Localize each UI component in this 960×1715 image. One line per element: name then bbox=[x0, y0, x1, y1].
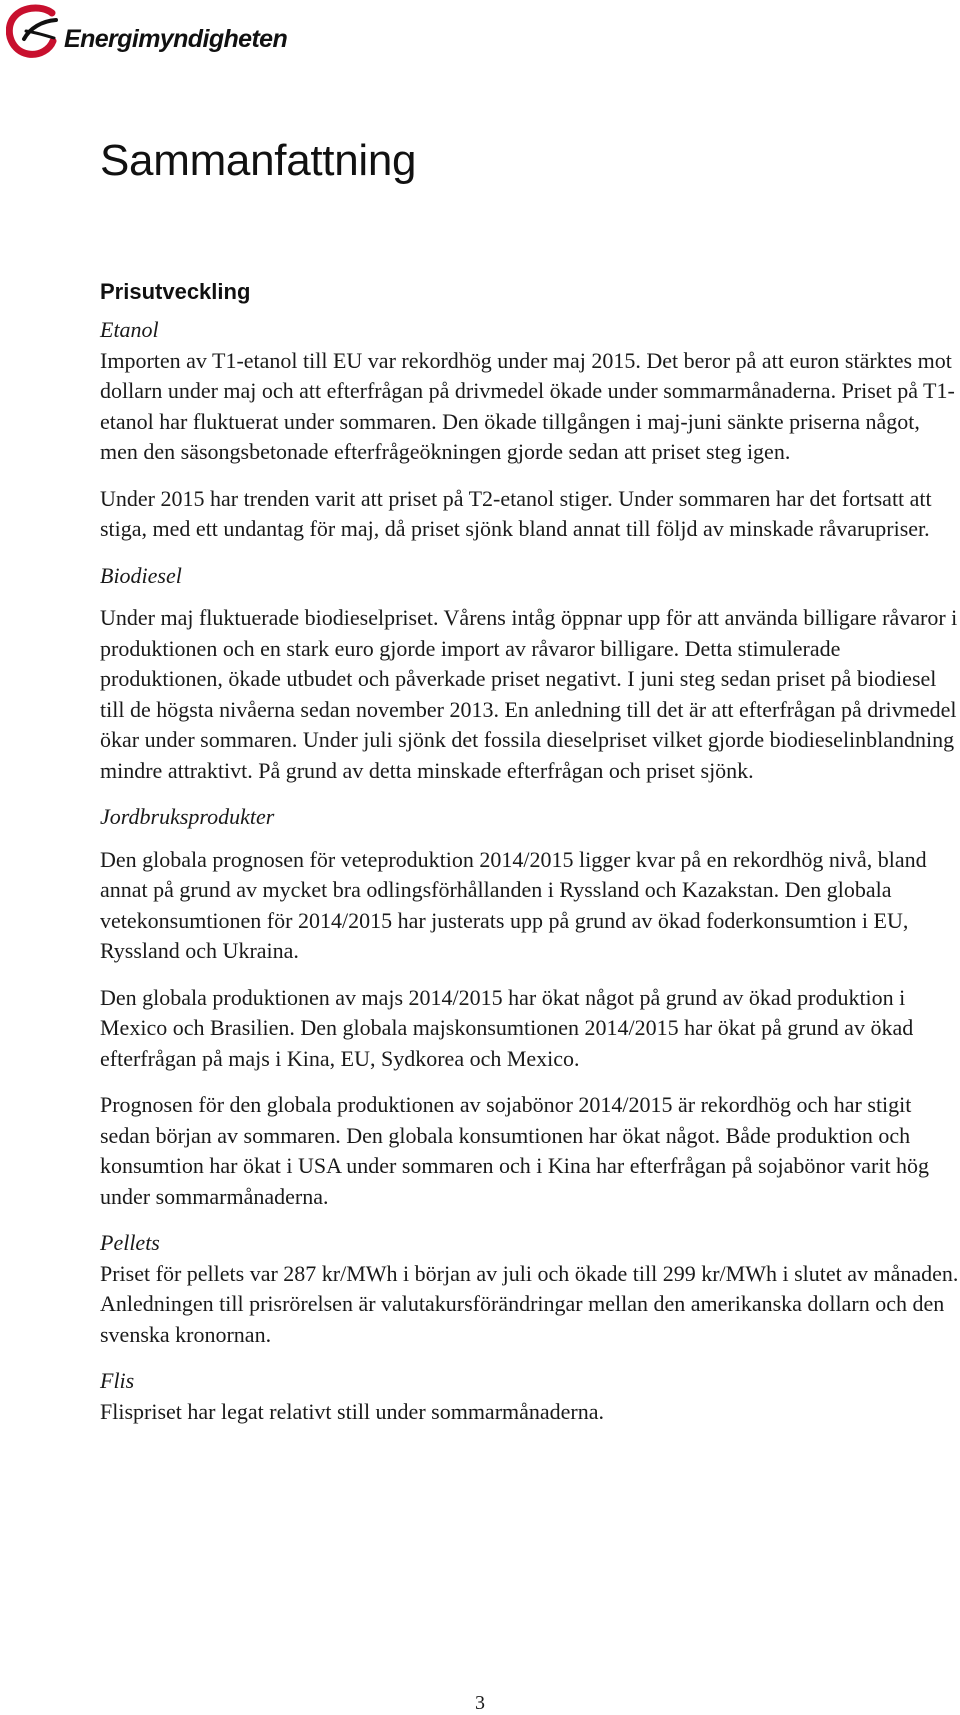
subheading-etanol: Etanol bbox=[100, 317, 159, 342]
section-heading-prisutveckling: Prisutveckling bbox=[100, 279, 251, 304]
energimyndigheten-logo-mark-icon bbox=[6, 4, 62, 60]
page-title: Sammanfattning bbox=[100, 136, 417, 185]
document-body bbox=[100, 277, 960, 1443]
subheading-jordbruksprodukter: Jordbruksprodukter bbox=[100, 804, 275, 829]
subheading-biodiesel: Biodiesel bbox=[100, 562, 182, 588]
paragraph-etanol-2: Under 2015 har trenden varit att priset på T2-etanol stiger. Under sommaren har det fortsatt att stiga, med ett undantag för maj, då priset sjönk bland annat till följd av minskade råvarupriser. bbox=[100, 485, 932, 541]
subheading-flis: Flis bbox=[100, 1368, 135, 1393]
page-number: 3 bbox=[475, 1692, 485, 1714]
paragraph-jordbruk-2: Den globala produktionen av majs 2014/2015 har ökat något på grund av ökad produktion i Mexico och Brasilien. Den globala majskonsumtionen 2014/2015 har ökat på grund av ökad efterfrågan på majs i Kina, EU, Sydkorea och Mexico. bbox=[100, 984, 914, 1071]
paragraph-jordbruk-1: Den globala prognosen för veteproduktion 2014/2015 ligger kvar på en rekordhög nivå, bland annat på grund av mycket bra odlingsförhållanden i Ryssland och Kazakstan. Den globala vetekonsumtionen för 2014/2015 har justerats upp på grund av ökad foderkonsumtion i EU, Ryssland och Ukraina. bbox=[100, 846, 927, 963]
subheading-pellets: Pellets bbox=[100, 1230, 160, 1255]
paragraph-pellets-1: Priset för pellets var 287 kr/MWh i början av juli och ökade till 299 kr/MWh i slutet av månaden. Anledningen till prisrörelsen är valutakursförändringar mellan den amerikanska dollarn och den svenska kronornan. bbox=[100, 1260, 959, 1347]
paragraph-flis-1: Flispriset har legat relativt still under sommarmånaderna. bbox=[100, 1398, 605, 1424]
logo-text: Energimyndigheten bbox=[64, 24, 288, 53]
paragraph-jordbruk-3: Prognosen för den globala produktionen av sojabönor 2014/2015 är rekordhög och har stigit sedan början av sommaren. Den globala konsumtionen har ökat något. Både produktion och konsumtion har ökat i USA under sommaren och i Kina har efterfrågan på sojabönor varit hög under sommarmånaderna. bbox=[100, 1092, 930, 1209]
paragraph-biodiesel-1: Under maj fluktuerade biodieselpriset. Vårens intåg öppnar upp för att använda billigare råvaror i produktionen och en stark euro gjorde import av råvaror billigare. Detta stimulerade produktionen, ökade utbudet och påverkade priset negativt. I juni steg sedan priset på biodiesel till de högsta nivåerna sedan november 2013. En anledning till det är att efterfrågan på drivmedel ökar under sommaren. Under juli sjönk det fossila dieselpriset vilket gjorde biodieselinblandning mindre attraktivt. På grund av detta minskade efterfrågan och priset sjönk. bbox=[100, 605, 958, 783]
paragraph-etanol-1: Importen av T1-etanol till EU var rekordhög under maj 2015. Det beror på att euron stärktes mot dollarn under maj och att efterfrågan på drivmedel ökade under sommarmånaderna. Priset på T1-etanol har fluktuerat under sommaren. Den ökade tillgången i maj-juni sänkte priserna något, men den säsongsbetonade efterfrågeökningen gjorde sedan att priset steg igen. bbox=[100, 347, 955, 464]
logo bbox=[6, 4, 287, 60]
